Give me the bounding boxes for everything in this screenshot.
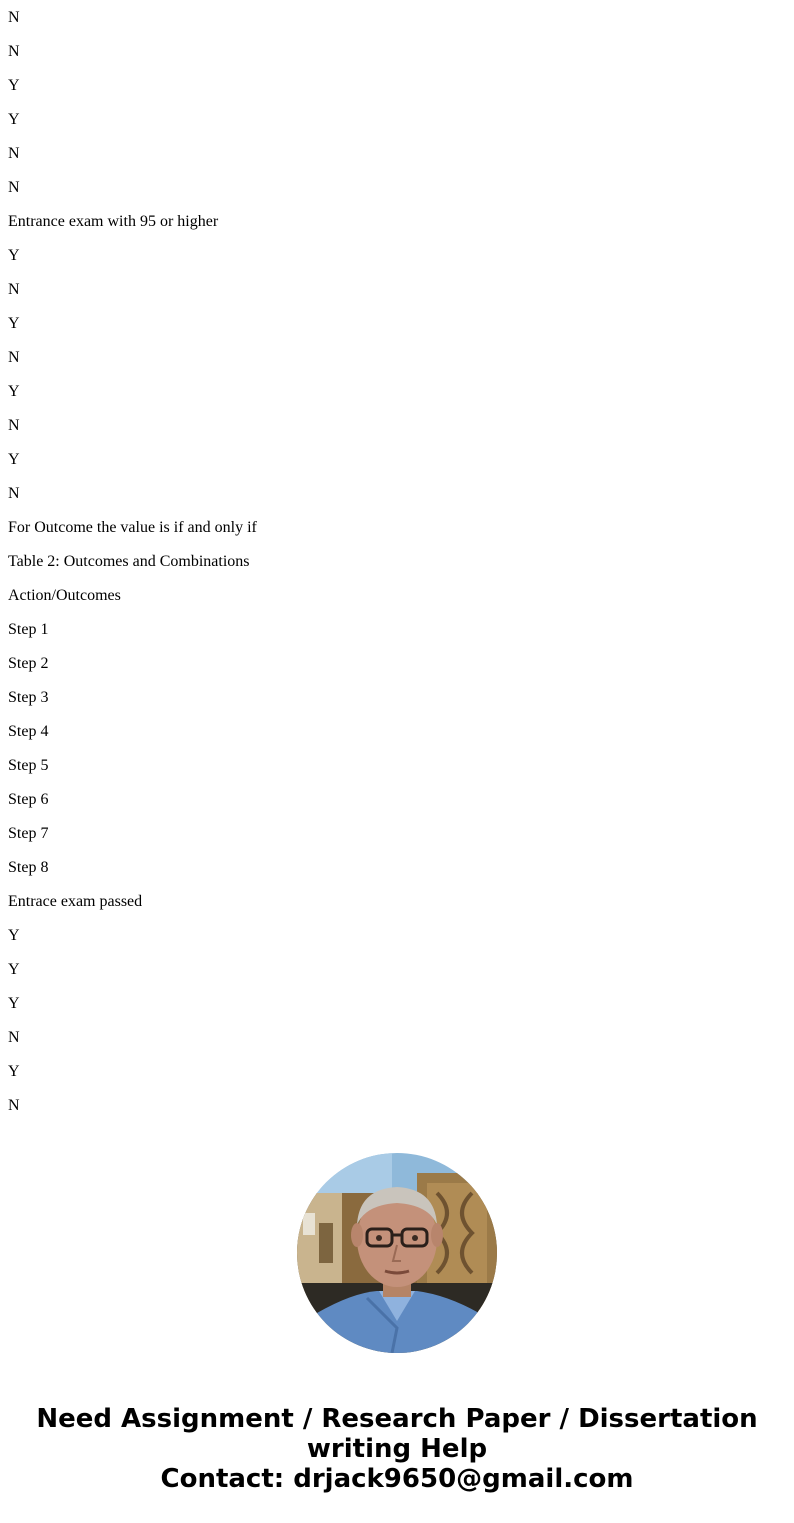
document-line: N [8, 179, 20, 196]
promo-line: Need Assignment / Research Paper / Dissertation [36, 1404, 758, 1434]
document-line: Entrance exam with 95 or higher [8, 213, 219, 230]
document-line: Y [8, 111, 20, 128]
document-line: Step 3 [8, 689, 49, 706]
document-line: N [8, 9, 20, 26]
document-line: Step 8 [8, 859, 49, 876]
document-line: N [8, 1029, 20, 1046]
document-line: N [8, 417, 20, 434]
document-line: Step 4 [8, 723, 49, 740]
avatar [297, 1153, 497, 1353]
contact-email: Contact: drjack9650@gmail.com [160, 1464, 634, 1494]
document-line: Action/Outcomes [8, 587, 121, 604]
document-line: Entrace exam passed [8, 893, 143, 910]
document-line: Step 6 [8, 791, 49, 808]
document-line: Y [8, 247, 20, 264]
promo-line: writing Help [306, 1434, 488, 1464]
document-line: N [8, 1097, 20, 1114]
document-line: Y [8, 383, 20, 400]
document-line: Step 2 [8, 655, 49, 672]
document-line: Step 7 [8, 825, 49, 842]
document-body [8, 0, 786, 1122]
document-line: N [8, 349, 20, 366]
document-line: Y [8, 1063, 20, 1080]
document-line: Y [8, 315, 20, 332]
document-line: Step 5 [8, 757, 49, 774]
document-line: Step 1 [8, 621, 49, 638]
document-line: Y [8, 995, 20, 1012]
promo-banner [0, 1404, 794, 1494]
document-line: N [8, 281, 20, 298]
document-line: Y [8, 77, 20, 94]
document-line: N [8, 43, 20, 60]
document-line: Y [8, 961, 20, 978]
avatar-photo [297, 1153, 497, 1353]
document-line: Y [8, 927, 20, 944]
document-line: For Outcome the value is if and only if [8, 519, 257, 536]
document-line: N [8, 145, 20, 162]
document-line: N [8, 485, 20, 502]
document-line: Y [8, 451, 20, 468]
document-line: Table 2: Outcomes and Combinations [8, 553, 250, 570]
